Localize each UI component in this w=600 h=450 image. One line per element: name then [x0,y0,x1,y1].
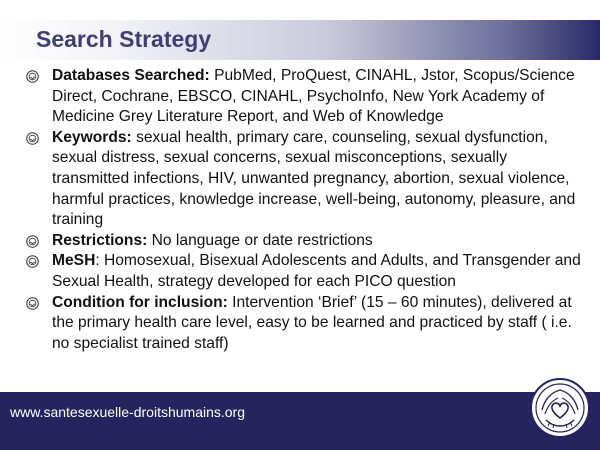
bullet-term: Databases Searched: [52,67,210,84]
seal-bullet-icon [26,70,39,83]
bullet-inclusion [26,293,586,355]
bullet-mesh [26,251,586,292]
bullet-databases [26,66,586,128]
bullet-keywords [26,128,586,231]
footer-bar [0,392,600,450]
seal-bullet-icon [26,132,39,145]
seal-bullet-icon [26,255,39,268]
bullet-term: Condition for inclusion: [52,293,228,311]
bullet-list [26,66,586,354]
bullet-text: PubMed, ProQuest, CINAHL, Jstor, Scopus/Science Direct, Cochrane, EBSCO, CINAHL, PsychoInfo, New York Academy of Medicine Grey Literature Report, and Web of Knowledge [52,67,575,126]
bullet-term: Keywords: [52,128,132,146]
bullet-restrictions [26,231,586,252]
bullet-text: Intervention ‘Brief’ (15 – 60 minutes), delivered at the primary health care level, easy to be learned and practiced by staff ( i.e. no specialist trained staff) [52,293,572,352]
seal-bullet-icon [26,297,39,310]
bullet-text: sexual health, primary care, counseling, sexual dysfunction, sexual distress, sexual concerns, sexual misconceptions, sexually transmitted infections, HIV, unwanted pregnancy, abortion, sexual violence, harmful practices, knowledge increase, well-being, autonomy, pleasure, and training [52,128,576,229]
footer-url[interactable]: www.santesexuelle-droitshumains.org [10,404,245,420]
slide-title: Search Strategy [36,26,212,52]
bullet-text: No language or date restrictions [147,231,373,249]
bullet-text: : Homosexual, Bisexual Adolescents and Adults, and Transgender and Sexual Health, strategy developed for each PICO question [52,252,581,290]
bullet-term: Restrictions: [52,231,148,249]
bullet-term: MeSH [52,252,96,270]
seal-bullet-icon [26,235,39,248]
hands-heart-logo-icon [530,378,590,438]
